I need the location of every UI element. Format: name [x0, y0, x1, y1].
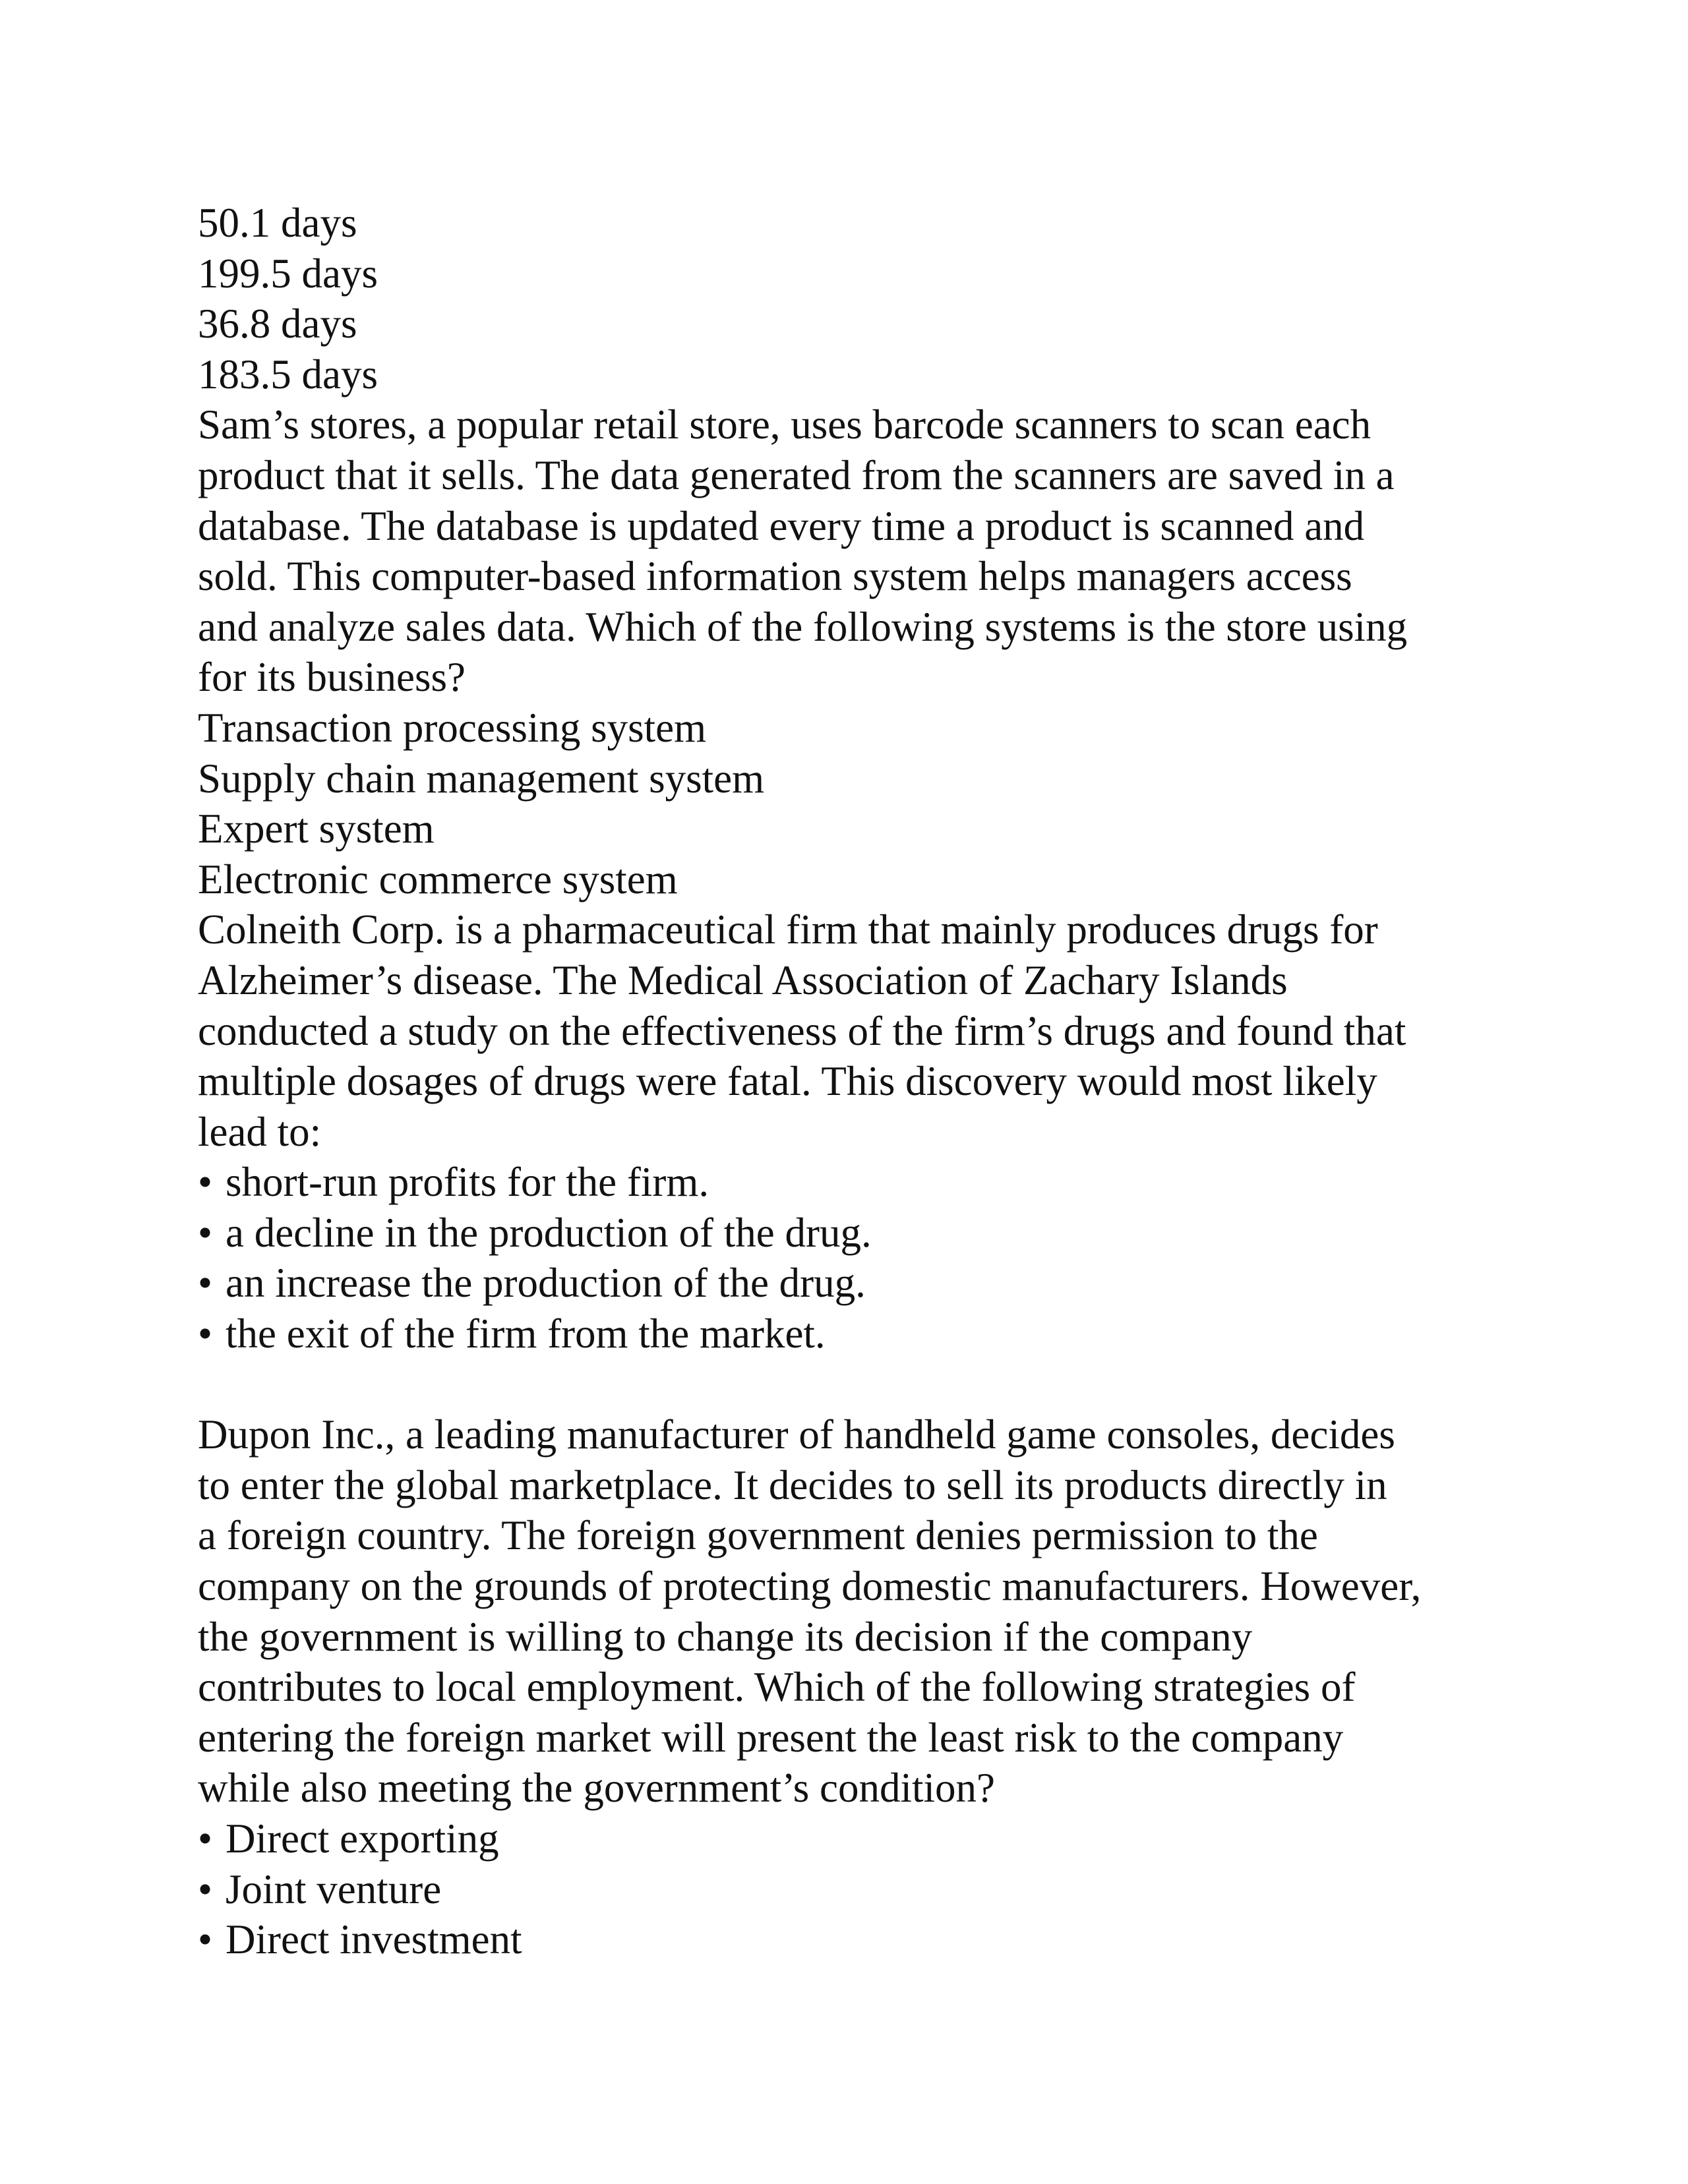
bullet-option [198, 1864, 1517, 1915]
question-line: contributes to local employment. Which of the following strategies of [198, 1664, 1356, 1711]
answer-option: 199.5 days [198, 250, 378, 297]
bullet-icon: • [198, 1916, 213, 1963]
question-line: multiple dosages of drugs were fatal. This discovery would most likely [198, 1058, 1377, 1105]
question-sams-stores [198, 399, 1517, 904]
bullet-option-text: a decline in the production of the drug. [226, 1209, 872, 1256]
question-line: entering the foreign market will present the least risk to the company [198, 1714, 1344, 1761]
bullet-icon: • [198, 1209, 213, 1256]
answer-option: 36.8 days [198, 301, 357, 347]
answer-options-previous [198, 198, 1517, 399]
question-line: and analyze sales data. Which of the following systems is the store using [198, 603, 1408, 650]
question-line: a foreign country. The foreign government denies permission to the [198, 1512, 1318, 1559]
bullet-option-text: the exit of the firm from the market. [226, 1311, 826, 1357]
question-line: database. The database is updated every time a product is scanned and [198, 502, 1365, 549]
question-line: product that it sells. The data generated from the scanners are saved in a [198, 452, 1395, 498]
question-line: to enter the global marketplace. It decides to sell its products directly in [198, 1461, 1387, 1508]
bullet-option-text: Direct investment [226, 1916, 522, 1963]
question-line: Colneith Corp. is a pharmaceutical firm that mainly produces drugs for [198, 906, 1378, 953]
question-line: company on the grounds of protecting domestic manufacturers. However, [198, 1563, 1422, 1610]
bullet-icon: • [198, 1159, 213, 1206]
paragraph-spacer [198, 1359, 1517, 1410]
answer-option: Electronic commerce system [198, 856, 678, 902]
question-line: while also meeting the government’s condition? [198, 1765, 995, 1812]
bullet-option-text: Joint venture [226, 1866, 442, 1912]
bullet-icon: • [198, 1815, 213, 1862]
bullet-option [198, 1258, 1517, 1309]
question-line: sold. This computer-based information system helps managers access [198, 553, 1352, 600]
question-line: Sam’s stores, a popular retail store, uses barcode scanners to scan each [198, 401, 1372, 448]
bullet-option-text: an increase the production of the drug. [226, 1260, 866, 1307]
bullet-option [198, 1157, 1517, 1208]
answer-option: 183.5 days [198, 351, 378, 398]
bullet-icon: • [198, 1866, 213, 1912]
bullet-option-text: Direct exporting [226, 1815, 499, 1862]
bullet-option [198, 1914, 1517, 1965]
question-colneith-corp [198, 904, 1517, 1359]
question-line: Dupon Inc., a leading manufacturer of handheld game consoles, decides [198, 1411, 1395, 1458]
question-line: for its business? [198, 654, 466, 701]
answer-option: Transaction processing system [198, 704, 707, 751]
question-line: the government is willing to change its decision if the company [198, 1613, 1253, 1660]
question-line: conducted a study on the effectiveness of the firm’s drugs and found that [198, 1007, 1406, 1054]
bullet-option [198, 1309, 1517, 1359]
answer-option: Expert system [198, 806, 435, 852]
document-page [198, 198, 1517, 1965]
question-dupon-inc [198, 1409, 1517, 1965]
bullet-option [198, 1814, 1517, 1864]
bullet-icon: • [198, 1260, 213, 1307]
bullet-option-text: short-run profits for the firm. [226, 1159, 709, 1206]
question-line: lead to: [198, 1108, 322, 1155]
question-line: Alzheimer’s disease. The Medical Association of Zachary Islands [198, 957, 1288, 1003]
answer-option: 50.1 days [198, 200, 357, 246]
bullet-option [198, 1208, 1517, 1258]
bullet-icon: • [198, 1311, 213, 1357]
answer-option: Supply chain management system [198, 755, 765, 802]
